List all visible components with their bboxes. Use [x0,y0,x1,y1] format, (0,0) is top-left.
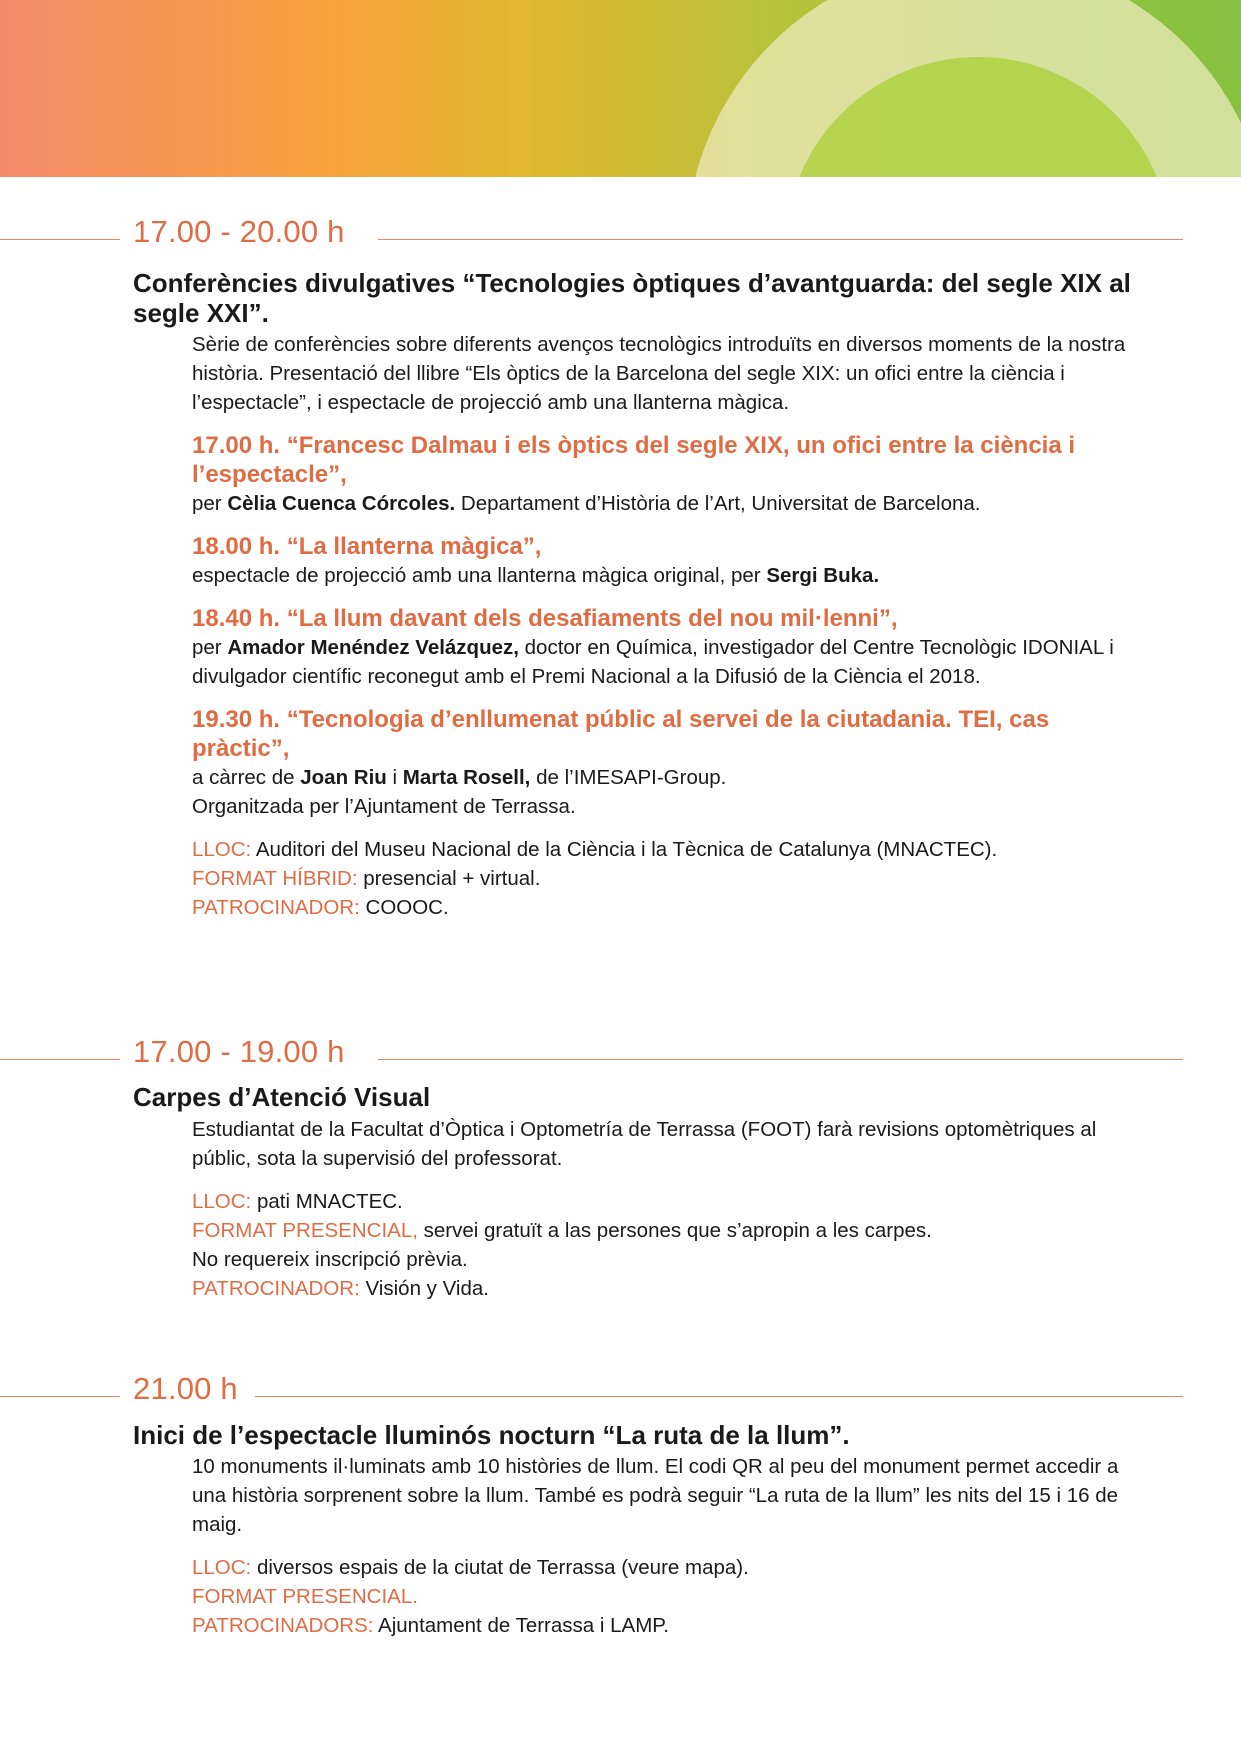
info-location: LLOC: diversos espais de la ciutat de Terrassa (veure mapa). [192,1556,749,1579]
talk-3-title: 18.40 h. “La llum davant dels desafiaments del nou mil·lenni”, [192,605,898,632]
section-3-title: Inici de l’espectacle lluminós nocturn “La ruta de la llum”. [133,1420,850,1450]
talk-2-speaker: Sergi Buka. [766,564,880,587]
section-3-intro: 10 monuments il·luminats amb 10 històries de llum. El codi QR al peu del monument permet accedir a una història sorprenent sobre la llum. També es podrà seguir “La ruta de la llum” les nits del 15 i 16 de maig. [192,1455,1119,1536]
talk-4-speaker-2: Marta Rosell, [402,766,531,789]
talk-4-speaker: Joan Riu [300,766,387,789]
section-rule [0,1059,120,1060]
section-1-header [0,212,1183,252]
section-3-time: 21.00 h [133,1371,238,1406]
header-banner [0,0,1241,177]
talk-4-details: a càrrec de Joan Riu i Marta Rosell, de l’IMESAPI-Group. [192,766,727,789]
section-2-header [0,1032,1183,1072]
section-3-body [192,1452,1152,1640]
info-format: FORMAT HÍBRID: presencial + virtual. [192,867,541,890]
section-rule [0,1396,120,1397]
section-rule [0,239,120,240]
section-1-time: 17.00 - 20.00 h [133,214,345,249]
section-rule [255,1396,1183,1397]
section-rule [378,1059,1183,1060]
talk-1-speaker: Cèlia Cuenca Córcoles. [227,492,456,515]
talk-3-details: per Amador Menéndez Velázquez, doctor en Química, investigador del Centre Tecnològic IDONIAL i divulgador científic reconegut amb el Premi Nacional a la Difusió de la Ciència el 2018. [192,636,1114,688]
section-2-intro: Estudiantat de la Facultat d’Òptica i Optometría de Terrassa (FOOT) farà revisions optomètriques al públic, sota la supervisió del professorat. [192,1118,1097,1170]
section-2-time: 17.00 - 19.00 h [133,1034,345,1069]
talk-1-details: per Cèlia Cuenca Córcoles. Departament d’Història de l’Art, Universitat de Barcelona. [192,492,981,515]
talk-2-details: espectacle de projecció amb una llanterna màgica original, per Sergi Buka. [192,564,880,587]
info-format: FORMAT PRESENCIAL, servei gratuït a las persones que s’apropin a les carpes. [192,1219,932,1242]
info-format: FORMAT PRESENCIAL. [192,1585,418,1608]
section-1-intro: Sèrie de conferències sobre diferents avenços tecnològics introduïts en diversos moments de la nostra història. Presentació del llibre “Els òptics de la Barcelona del segle XIX: un ofici entre la ciència i l’espectacle”, i espectacle de projecció amb una llanterna màgica. [192,333,1126,414]
info-location: LLOC: pati MNACTEC. [192,1190,403,1213]
talk-3-speaker: Amador Menéndez Velázquez, [227,636,519,659]
section-3-header [0,1369,1183,1409]
info-sponsor: PATROCINADOR: Visión y Vida. [192,1277,489,1300]
talk-2-title: 18.00 h. “La llanterna màgica”, [192,533,542,560]
section-1-title: Conferències divulgatives “Tecnologies òptiques d’avantguarda: del segle XIX al segle XXI”. [133,268,1131,328]
decorative-arc [0,0,1241,177]
talk-1-title: 17.00 h. “Francesc Dalmau i els òptics del segle XIX, un ofici entre la ciència i l’espectacle”, [192,432,1076,488]
info-sponsor: PATROCINADOR: COOOC. [192,896,449,919]
info-location: LLOC: Auditori del Museu Nacional de la Ciència i la Tècnica de Catalunya (MNACTEC). [192,838,998,861]
section-2-title: Carpes d’Atenció Visual [133,1082,431,1112]
section-2-body [192,1115,1152,1303]
info-sponsor: PATROCINADORS: Ajuntament de Terrassa i LAMP. [192,1614,670,1637]
talk-4-title: 19.30 h. “Tecnologia d’enllumenat públic al servei de la ciutadania. TEI, cas pràctic”, [192,706,1050,762]
section-1-body [192,330,1152,922]
section-rule [378,239,1183,240]
info-note: No requereix inscripció prèvia. [192,1248,468,1271]
talk-4-organizer: Organitzada per l’Ajuntament de Terrassa. [192,795,576,818]
